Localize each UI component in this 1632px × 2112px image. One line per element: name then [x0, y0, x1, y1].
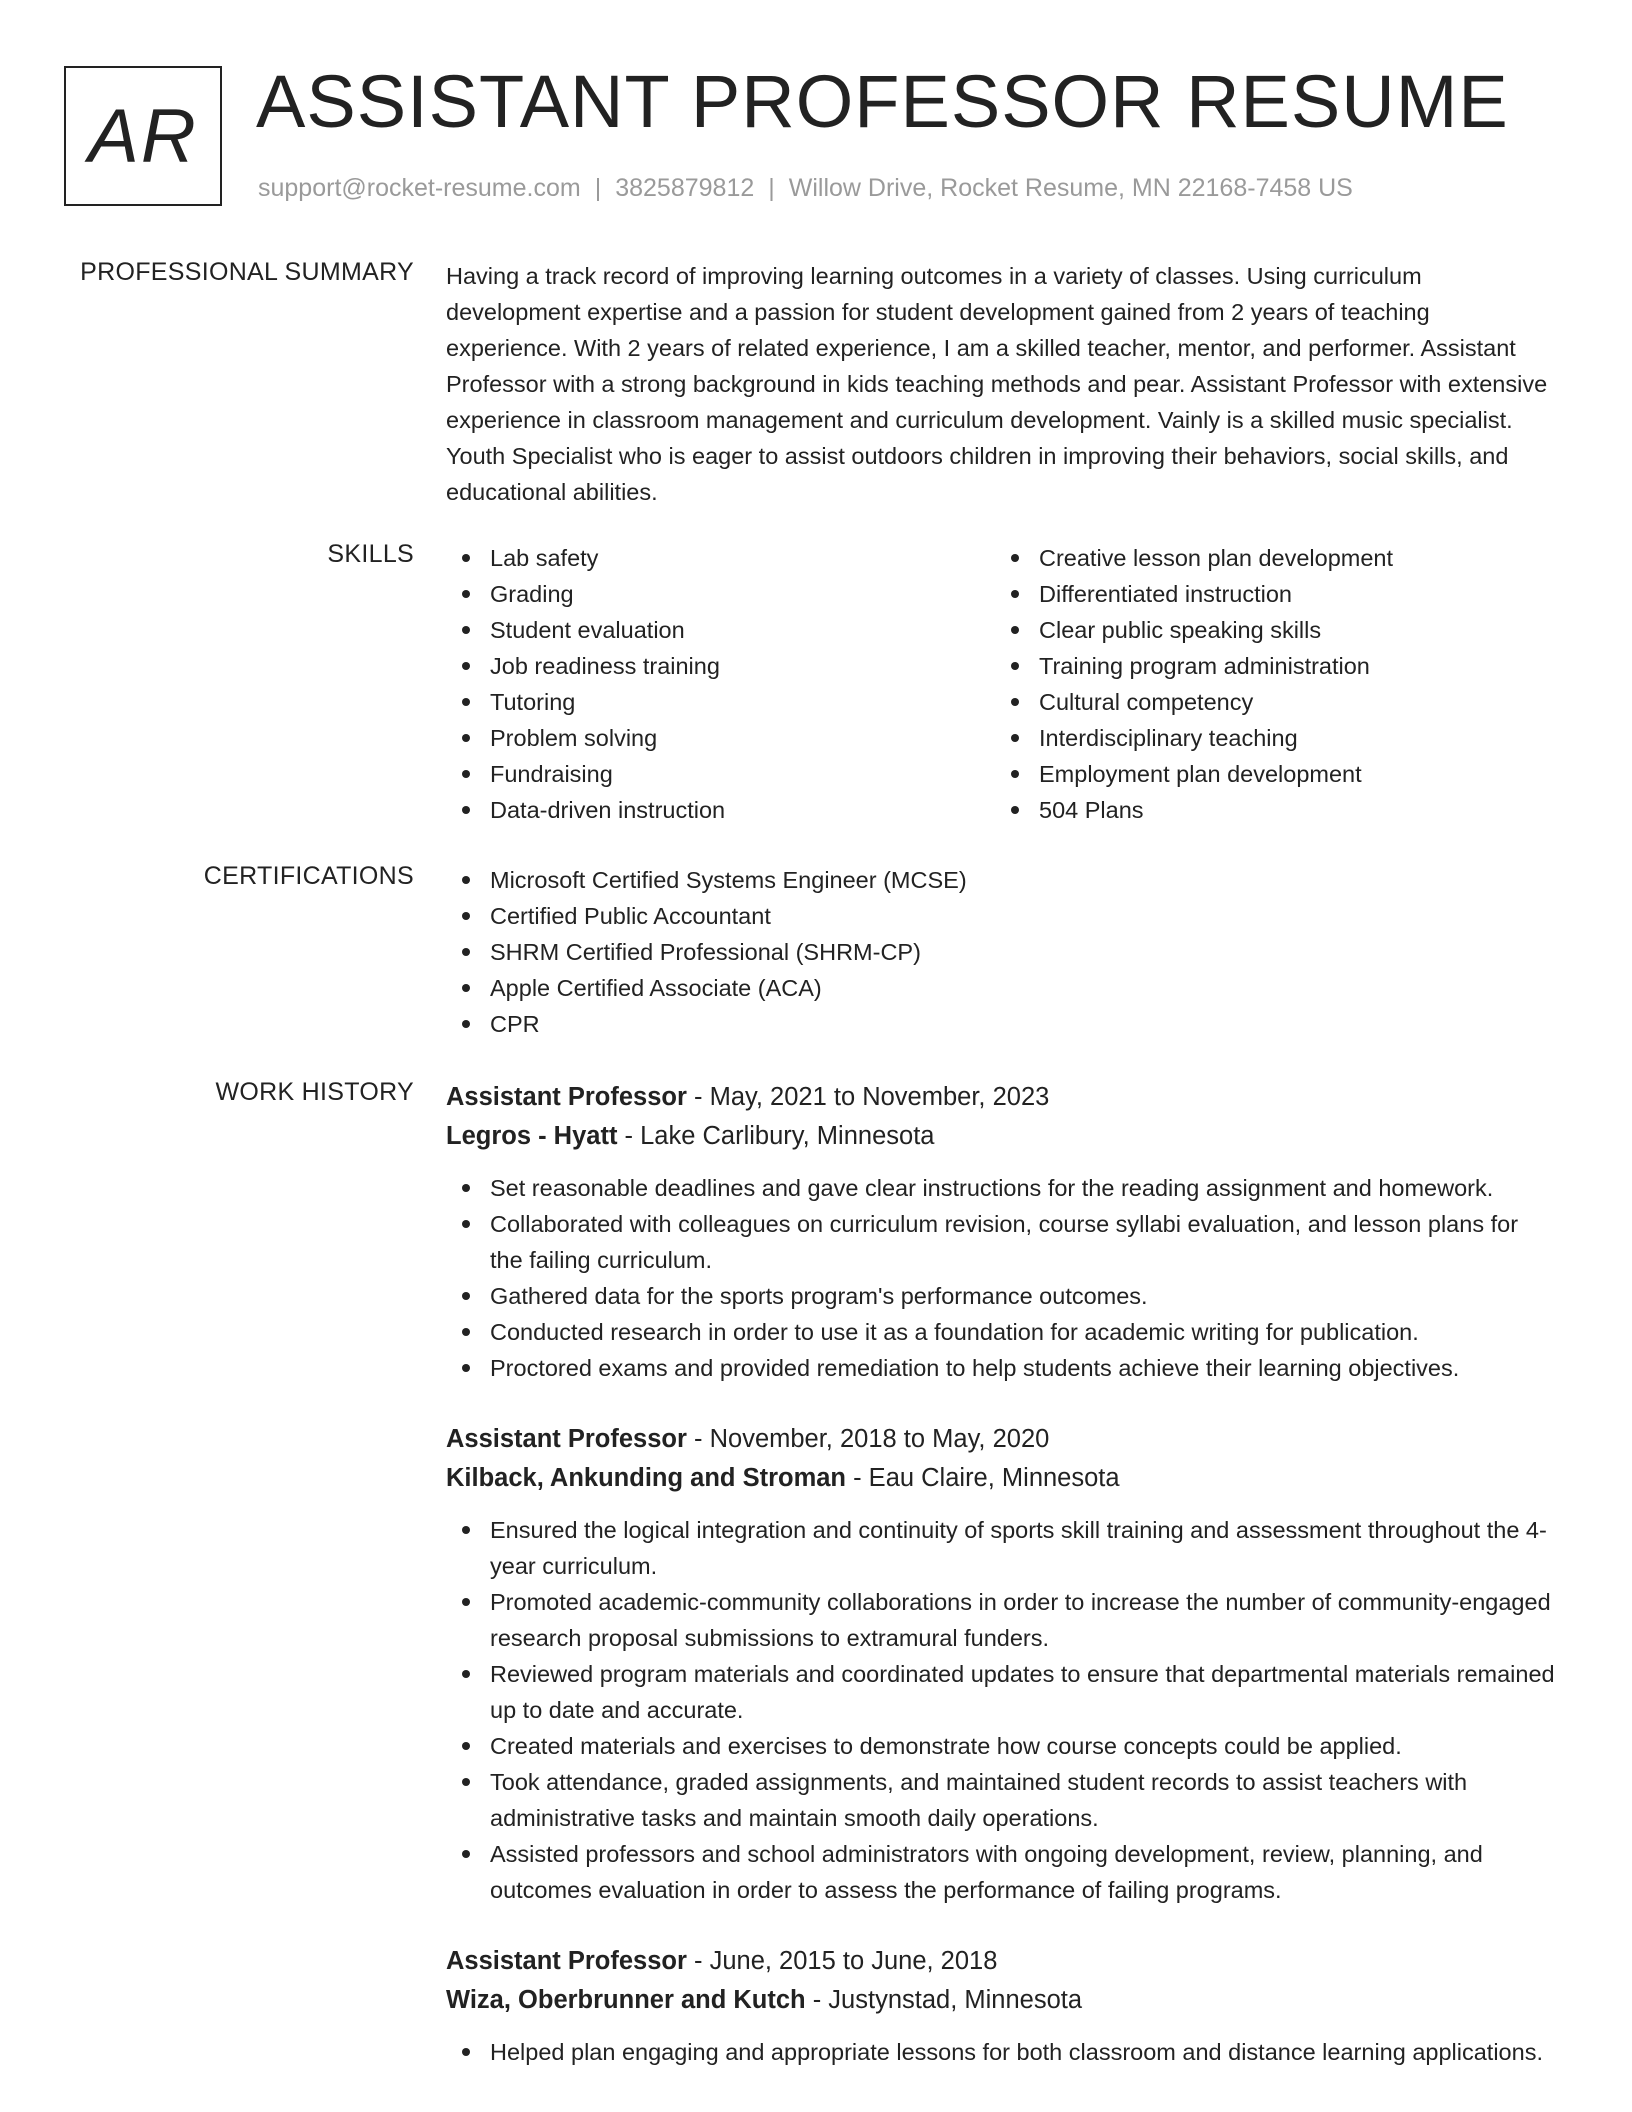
work-history-body — [446, 1078, 1556, 2104]
skill-item: Lab safety — [446, 540, 995, 576]
job-entry — [446, 1420, 1556, 1908]
skill-item: Training program administration — [995, 648, 1544, 684]
skill-item: 504 Plans — [995, 792, 1544, 828]
job-title-line — [446, 1942, 1556, 1981]
contact-phone[interactable]: 3825879812 — [615, 174, 755, 202]
job-title-line — [446, 1420, 1556, 1459]
job-duty-item: Gathered data for the sports program's performance outcomes. — [446, 1278, 1556, 1314]
job-employer-line — [446, 1459, 1556, 1498]
skill-item: Student evaluation — [446, 612, 995, 648]
skill-item: Cultural competency — [995, 684, 1544, 720]
skill-item: Tutoring — [446, 684, 995, 720]
skills-list-right — [995, 540, 1544, 828]
job-entry — [446, 1942, 1556, 2070]
section-label-skills: SKILLS — [327, 540, 414, 568]
skill-item: Creative lesson plan development — [995, 540, 1544, 576]
skill-item: Grading — [446, 576, 995, 612]
monogram-box — [64, 66, 222, 206]
contact-line — [258, 174, 1353, 203]
job-location: - Eau Claire, Minnesota — [853, 1464, 1120, 1492]
contact-separator: | — [594, 174, 602, 202]
skill-item: Interdisciplinary teaching — [995, 720, 1544, 756]
job-employer: Wiza, Oberbrunner and Kutch — [446, 1986, 806, 2014]
certifications-list — [446, 862, 1556, 1042]
section-label-certifications: CERTIFICATIONS — [203, 862, 414, 890]
job-duty-item: Created materials and exercises to demonstrate how course concepts could be applied. — [446, 1728, 1556, 1764]
job-duty-item: Helped plan engaging and appropriate lessons for both classroom and distance learning applications. — [446, 2034, 1556, 2070]
job-location: - Lake Carlibury, Minnesota — [624, 1122, 935, 1150]
job-employer-line — [446, 1117, 1556, 1156]
skill-item: Differentiated instruction — [995, 576, 1544, 612]
job-duties-list — [446, 2034, 1556, 2070]
job-location: - Justynstad, Minnesota — [812, 1986, 1083, 2014]
job-dates: - June, 2015 to June, 2018 — [694, 1947, 998, 1975]
contact-email[interactable]: support@rocket-resume.com — [258, 174, 581, 202]
certification-item: CPR — [446, 1006, 1556, 1042]
job-employer: Kilback, Ankunding and Stroman — [446, 1464, 847, 1492]
skill-item: Problem solving — [446, 720, 995, 756]
job-duty-item: Reviewed program materials and coordinated updates to ensure that departmental materials remained up to date and accurate. — [446, 1656, 1556, 1728]
skill-item: Clear public speaking skills — [995, 612, 1544, 648]
section-label-work-history: WORK HISTORY — [215, 1078, 414, 1106]
job-title-line — [446, 1078, 1556, 1117]
contact-address: Willow Drive, Rocket Resume, MN 22168-7458 US — [788, 174, 1353, 202]
job-duty-item: Took attendance, graded assignments, and maintained student records to assist teachers with administrative tasks and maintain smooth daily operations. — [446, 1764, 1556, 1836]
job-title: Assistant Professor — [446, 1425, 687, 1453]
skills-list-left — [446, 540, 995, 828]
job-duty-item: Set reasonable deadlines and gave clear instructions for the reading assignment and homework. — [446, 1170, 1556, 1206]
summary-text: Having a track record of improving learning outcomes in a variety of classes. Using curriculum development expertise and a passion for student development gained from 2 years of teaching experience. With 2 years of related experience, I am a skilled teacher, mentor, and performer. Assistant Professor with a strong background in kids teaching methods and pear. Assistant Professor with extensive experience in classroom management and curriculum development. Vainly is a skilled music specialist. Youth Specialist who is eager to assist outdoors children in improving their behaviors, social skills, and educational abilities. — [446, 263, 1548, 505]
job-duty-item: Assisted professors and school administrators with ongoing development, review, planning, and outcomes evaluation in order to assess the performance of failing programs. — [446, 1836, 1556, 1908]
certification-item: Certified Public Accountant — [446, 898, 1556, 934]
job-duty-item: Conducted research in order to use it as a foundation for academic writing for publication. — [446, 1314, 1556, 1350]
job-duties-list — [446, 1512, 1556, 1908]
contact-separator: | — [768, 174, 775, 202]
certification-item: SHRM Certified Professional (SHRM-CP) — [446, 934, 1556, 970]
job-duty-item: Collaborated with colleagues on curriculum revision, course syllabi evaluation, and lesson plans for the failing curriculum. — [446, 1206, 1556, 1278]
monogram-initials: AR — [88, 93, 198, 179]
job-dates: - November, 2018 to May, 2020 — [694, 1425, 1050, 1453]
certification-item: Microsoft Certified Systems Engineer (MCSE) — [446, 862, 1556, 898]
skill-item: Job readiness training — [446, 648, 995, 684]
job-employer-line — [446, 1981, 1556, 2020]
section-label-summary: PROFESSIONAL SUMMARY — [80, 258, 414, 286]
skill-item: Fundraising — [446, 756, 995, 792]
certification-item: Apple Certified Associate (ACA) — [446, 970, 1556, 1006]
skills-columns — [446, 540, 1556, 828]
job-duties-list — [446, 1170, 1556, 1386]
job-employer: Legros - Hyatt — [446, 1122, 618, 1150]
job-dates: - May, 2021 to November, 2023 — [694, 1083, 1050, 1111]
certifications-body — [446, 862, 1556, 1042]
job-duty-item: Proctored exams and provided remediation to help students achieve their learning objectives. — [446, 1350, 1556, 1386]
job-title: Assistant Professor — [446, 1947, 687, 1975]
resume-title: ASSISTANT PROFESSOR RESUME — [256, 60, 1509, 143]
job-title: Assistant Professor — [446, 1083, 687, 1111]
skill-item: Data-driven instruction — [446, 792, 995, 828]
summary-body — [446, 258, 1556, 510]
job-duty-item: Ensured the logical integration and continuity of sports skill training and assessment throughout the 4-year curriculum. — [446, 1512, 1556, 1584]
skill-item: Employment plan development — [995, 756, 1544, 792]
job-duty-item: Promoted academic-community collaborations in order to increase the number of community-engaged research proposal submissions to extramural funders. — [446, 1584, 1556, 1656]
job-entry — [446, 1078, 1556, 1386]
